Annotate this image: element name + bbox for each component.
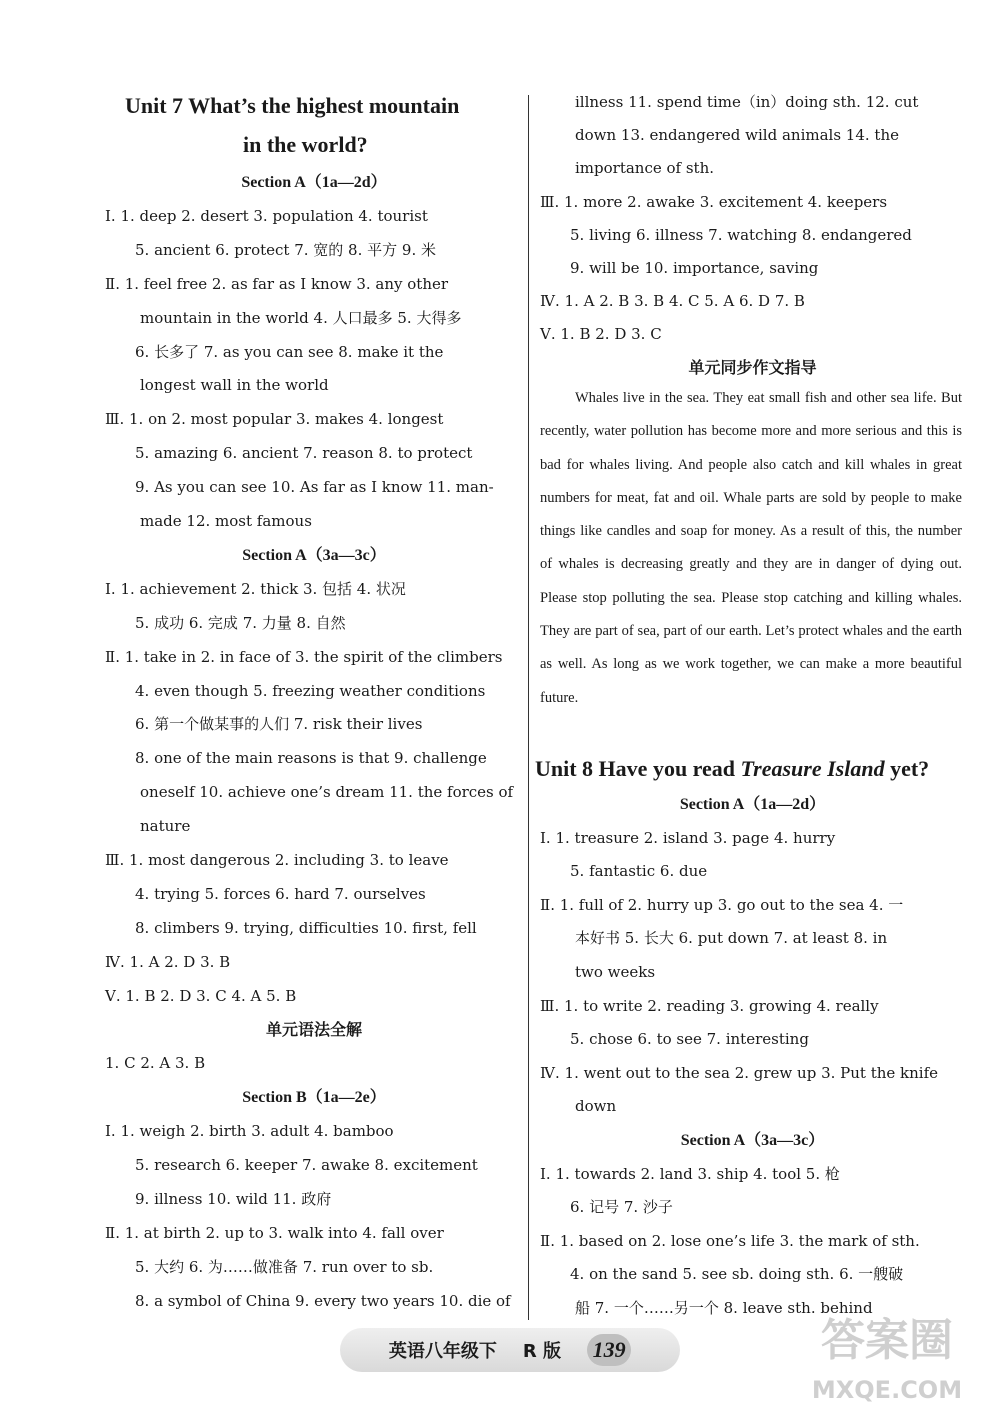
page-number: 139 bbox=[587, 1334, 631, 1366]
answer-line: 1. C 2. A 3. B bbox=[105, 1054, 206, 1073]
answer-line: Ⅰ. 1. towards 2. land 3. ship 4. tool 5. 枪 bbox=[540, 1164, 840, 1183]
answer-line: Ⅱ. 1. based on 2. lose one’s life 3. the mark of sth. bbox=[540, 1231, 920, 1250]
answer-line: two weeks bbox=[575, 963, 656, 981]
unit8-title bbox=[535, 755, 929, 783]
answer-line: down bbox=[575, 1097, 617, 1116]
answer-line: 6. 记号 7. 沙子 bbox=[570, 1198, 673, 1217]
answer-line: Ⅰ. 1. weigh 2. birth 3. adult 4. bamboo bbox=[105, 1122, 394, 1141]
answer-line: 5. ancient 6. protect 7. 宽的 8. 平方 9. 米 bbox=[135, 240, 436, 259]
answer-line: 8. one of the main reasons is that 9. challenge bbox=[135, 749, 487, 768]
answer-line: oneself 10. achieve one’s dream 11. the forces of bbox=[140, 783, 514, 802]
answer-line: 5. fantastic 6. due bbox=[570, 862, 708, 881]
answer-line: 4. even though 5. freezing weather conditions bbox=[135, 681, 486, 700]
answer-line: down 13. endangered wild animals 14. the bbox=[575, 126, 899, 145]
answer-line: Ⅳ. 1. went out to the sea 2. grew up 3. Put the knife bbox=[540, 1063, 939, 1082]
section-heading: 单元同步作文指导 bbox=[688, 359, 817, 377]
unit7-title-line2: in the world? bbox=[243, 132, 368, 157]
answer-line: Ⅳ. 1. A 2. B 3. B 4. C 5. A 6. D 7. B bbox=[540, 292, 805, 311]
answer-line: 4. trying 5. forces 6. hard 7. ourselves bbox=[135, 884, 426, 903]
answer-line: 5. amazing 6. ancient 7. reason 8. to protect bbox=[135, 444, 473, 463]
answer-line: longest wall in the world bbox=[140, 376, 329, 395]
answer-line: nature bbox=[140, 817, 191, 836]
answer-line: 4. on the sand 5. see sb. doing sth. 6. 一艘破 bbox=[570, 1265, 904, 1284]
answer-line: 船 7. 一个……另一个 8. leave sth. behind bbox=[575, 1299, 873, 1317]
answer-line: 6. 第一个做某事的人们 7. risk their lives bbox=[135, 715, 423, 734]
section-heading: Section A（3a—3c） bbox=[242, 546, 386, 564]
answer-line: Ⅱ. 1. full of 2. hurry up 3. go out to the sea 4. 一 bbox=[540, 895, 904, 914]
essay-text: Whales live in the sea. They eat small fish and other sea life. But recently, water pollution has become more and more serious and this is bad for whales living. And people also catch and kill whales in great numbers for meat, fat and oil. Whale parts are sold by people to make things like candles and soap for money. As a result of this, the number of whales is decreasing greatly and they are in danger of dying out. Please stop polluting the sea. Please stop catching and killing whales. They are part of sea, part of our earth. Let’s protect whales and the earth as well. As long as we work together, we can make a more beautiful future. bbox=[540, 390, 962, 706]
answer-line: Ⅰ. 1. deep 2. desert 3. population 4. tourist bbox=[105, 206, 428, 225]
section-heading: 单元语法全解 bbox=[265, 1021, 362, 1039]
answer-line: 5. research 6. keeper 7. awake 8. excitement bbox=[135, 1156, 478, 1175]
answer-line: 5. living 6. illness 7. watching 8. endangered bbox=[570, 225, 912, 244]
answer-line: 8. climbers 9. trying, difficulties 10. first, fell bbox=[135, 918, 477, 937]
footer-subject: 英语八年级下 bbox=[388, 1341, 497, 1362]
section-heading: Section A（3a—3c） bbox=[680, 1132, 825, 1149]
answer-line: Ⅲ. 1. more 2. awake 3. excitement 4. keepers bbox=[540, 192, 888, 211]
answer-line: importance of sth. bbox=[575, 159, 715, 178]
unit8-title-pre: Unit 8 Have you read bbox=[535, 756, 741, 781]
answer-line: Ⅲ. 1. on 2. most popular 3. makes 4. longest bbox=[105, 410, 444, 429]
section-heading: Section A（1a—2d） bbox=[679, 796, 826, 813]
answer-line: mountain in the world 4. 人口最多 5. 大得多 bbox=[140, 308, 462, 327]
footer-edition: R 版 bbox=[522, 1341, 562, 1362]
answer-line: 本好书 5. 长大 6. put down 7. at least 8. in bbox=[575, 929, 888, 948]
unit8-title-post: yet? bbox=[884, 756, 930, 781]
answer-line: 5. 成功 6. 完成 7. 力量 8. 自然 bbox=[135, 613, 346, 632]
answer-line: made 12. most famous bbox=[140, 512, 312, 530]
answer-line: Ⅲ. 1. most dangerous 2. including 3. to leave bbox=[105, 851, 449, 869]
answer-line: Ⅳ. 1. A 2. D 3. B bbox=[105, 952, 231, 971]
watermark-logo bbox=[795, 1300, 980, 1410]
answer-line: 9. illness 10. wild 11. 政府 bbox=[135, 1190, 332, 1208]
answer-line: Ⅱ. 1. feel free 2. as far as I know 3. any other bbox=[105, 274, 449, 293]
section-heading: Section B（1a—2e） bbox=[242, 1089, 386, 1107]
answer-line: illness 11. spend time（in）doing sth. 12. cut bbox=[575, 93, 919, 111]
answer-line: Ⅲ. 1. to write 2. reading 3. growing 4. really bbox=[540, 996, 879, 1015]
answer-line: Ⅱ. 1. take in 2. in face of 3. the spirit of the climbers bbox=[105, 647, 503, 666]
answer-line: 9. will be 10. importance, saving bbox=[570, 259, 819, 277]
answer-line: 9. As you can see 10. As far as I know 11. man- bbox=[135, 478, 494, 497]
answer-line: Ⅰ. 1. achievement 2. thick 3. 包括 4. 状况 bbox=[105, 579, 406, 598]
column-divider bbox=[528, 95, 529, 1320]
unit7-title-line1: Unit 7 What’s the highest mountain bbox=[125, 93, 460, 118]
section-heading: Section A（1a—2d） bbox=[241, 174, 387, 191]
answer-line: Ⅴ. 1. B 2. D 3. C 4. A 5. B bbox=[105, 986, 297, 1005]
unit8-title-book: Treasure Island bbox=[740, 756, 885, 781]
watermark-url: MXQE.COM bbox=[811, 1376, 963, 1404]
answer-line: Ⅰ. 1. treasure 2. island 3. page 4. hurry bbox=[540, 828, 836, 847]
answer-line: 5. 大约 6. 为……做准备 7. run over to sb. bbox=[135, 1257, 434, 1276]
answer-line: 5. chose 6. to see 7. interesting bbox=[570, 1030, 809, 1049]
answer-line: 6. 长多了 7. as you can see 8. make it the bbox=[135, 342, 444, 361]
answer-line: 8. a symbol of China 9. every two years 10. die of bbox=[135, 1291, 511, 1310]
watermark-cn: 答案圈 bbox=[821, 1315, 953, 1366]
answer-line: Ⅴ. 1. B 2. D 3. C bbox=[540, 325, 662, 344]
answer-line: Ⅱ. 1. at birth 2. up to 3. walk into 4. fall over bbox=[105, 1223, 444, 1242]
page-footer bbox=[340, 1328, 680, 1372]
